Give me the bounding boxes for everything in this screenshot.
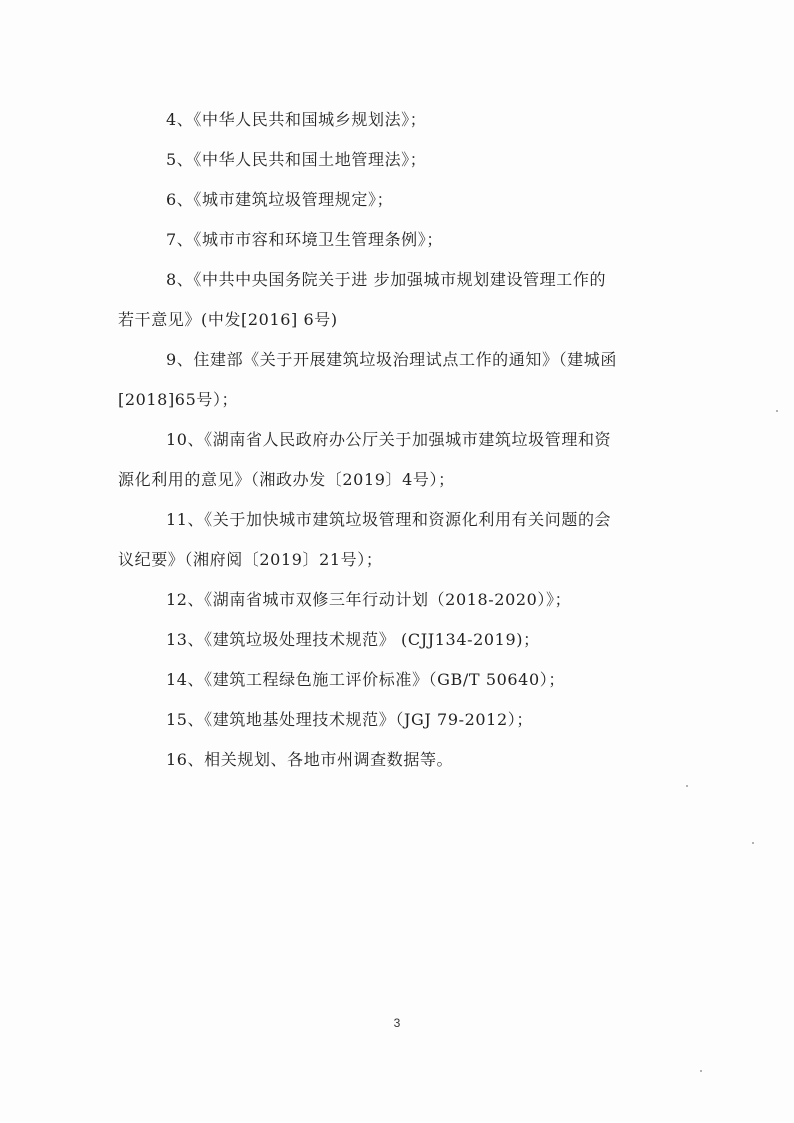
scan-speck [686, 785, 688, 787]
reference-item-11-line-2: 议纪要》（湘府阅〔2019〕21号）； [118, 550, 383, 569]
scan-speck [700, 1070, 702, 1072]
reference-item-14: 14、《建筑工程绿色施工评价标准》（GB/T 50640）； [166, 670, 565, 689]
reference-item-7: 7、《城市市容和环境卫生管理条例》； [166, 230, 443, 249]
reference-item-4: 4、《中华人民共和国城乡规划法》； [166, 110, 427, 129]
reference-item-16: 16、相关规划、各地市州调查数据等。 [166, 750, 454, 769]
reference-item-13: 13、《建筑垃圾处理技术规范》 (CJJ134-2019)； [166, 630, 540, 649]
reference-item-11-line-1: 11、《关于加快城市建筑垃圾管理和资源化利用有关问题的会 [166, 510, 612, 529]
reference-item-12: 12、《湖南省城市双修三年行动计划（2018-2020）》； [166, 590, 572, 609]
reference-item-5: 5、《中华人民共和国土地管理法》； [166, 150, 427, 169]
scan-speck [776, 410, 778, 412]
reference-item-9-line-2: [2018]65号）； [118, 390, 239, 409]
reference-item-6: 6、《城市建筑垃圾管理规定》； [166, 190, 394, 209]
reference-item-15: 15、《建筑地基处理技术规范》（JGJ 79-2012）； [166, 710, 533, 729]
reference-item-10-line-2: 源化利用的意见》（湘政办发〔2019〕4号）； [118, 470, 455, 489]
reference-list [118, 100, 678, 780]
page-number: 3 [393, 1016, 401, 1030]
reference-item-9-line-1: 9、住建部《关于开展建筑垃圾治理试点工作的通知》（建城函 [166, 350, 617, 369]
reference-item-10-line-1: 10、《湖南省人民政府办公厅关于加强城市建筑垃圾管理和资 [166, 430, 612, 449]
scan-speck [752, 842, 754, 844]
reference-item-8-line-2: 若干意见》(中发[2016] 6号) [118, 310, 338, 329]
reference-item-8-line-1: 8、《中共中央国务院关于进 步加强城市规划建设管理工作的 [166, 270, 607, 289]
